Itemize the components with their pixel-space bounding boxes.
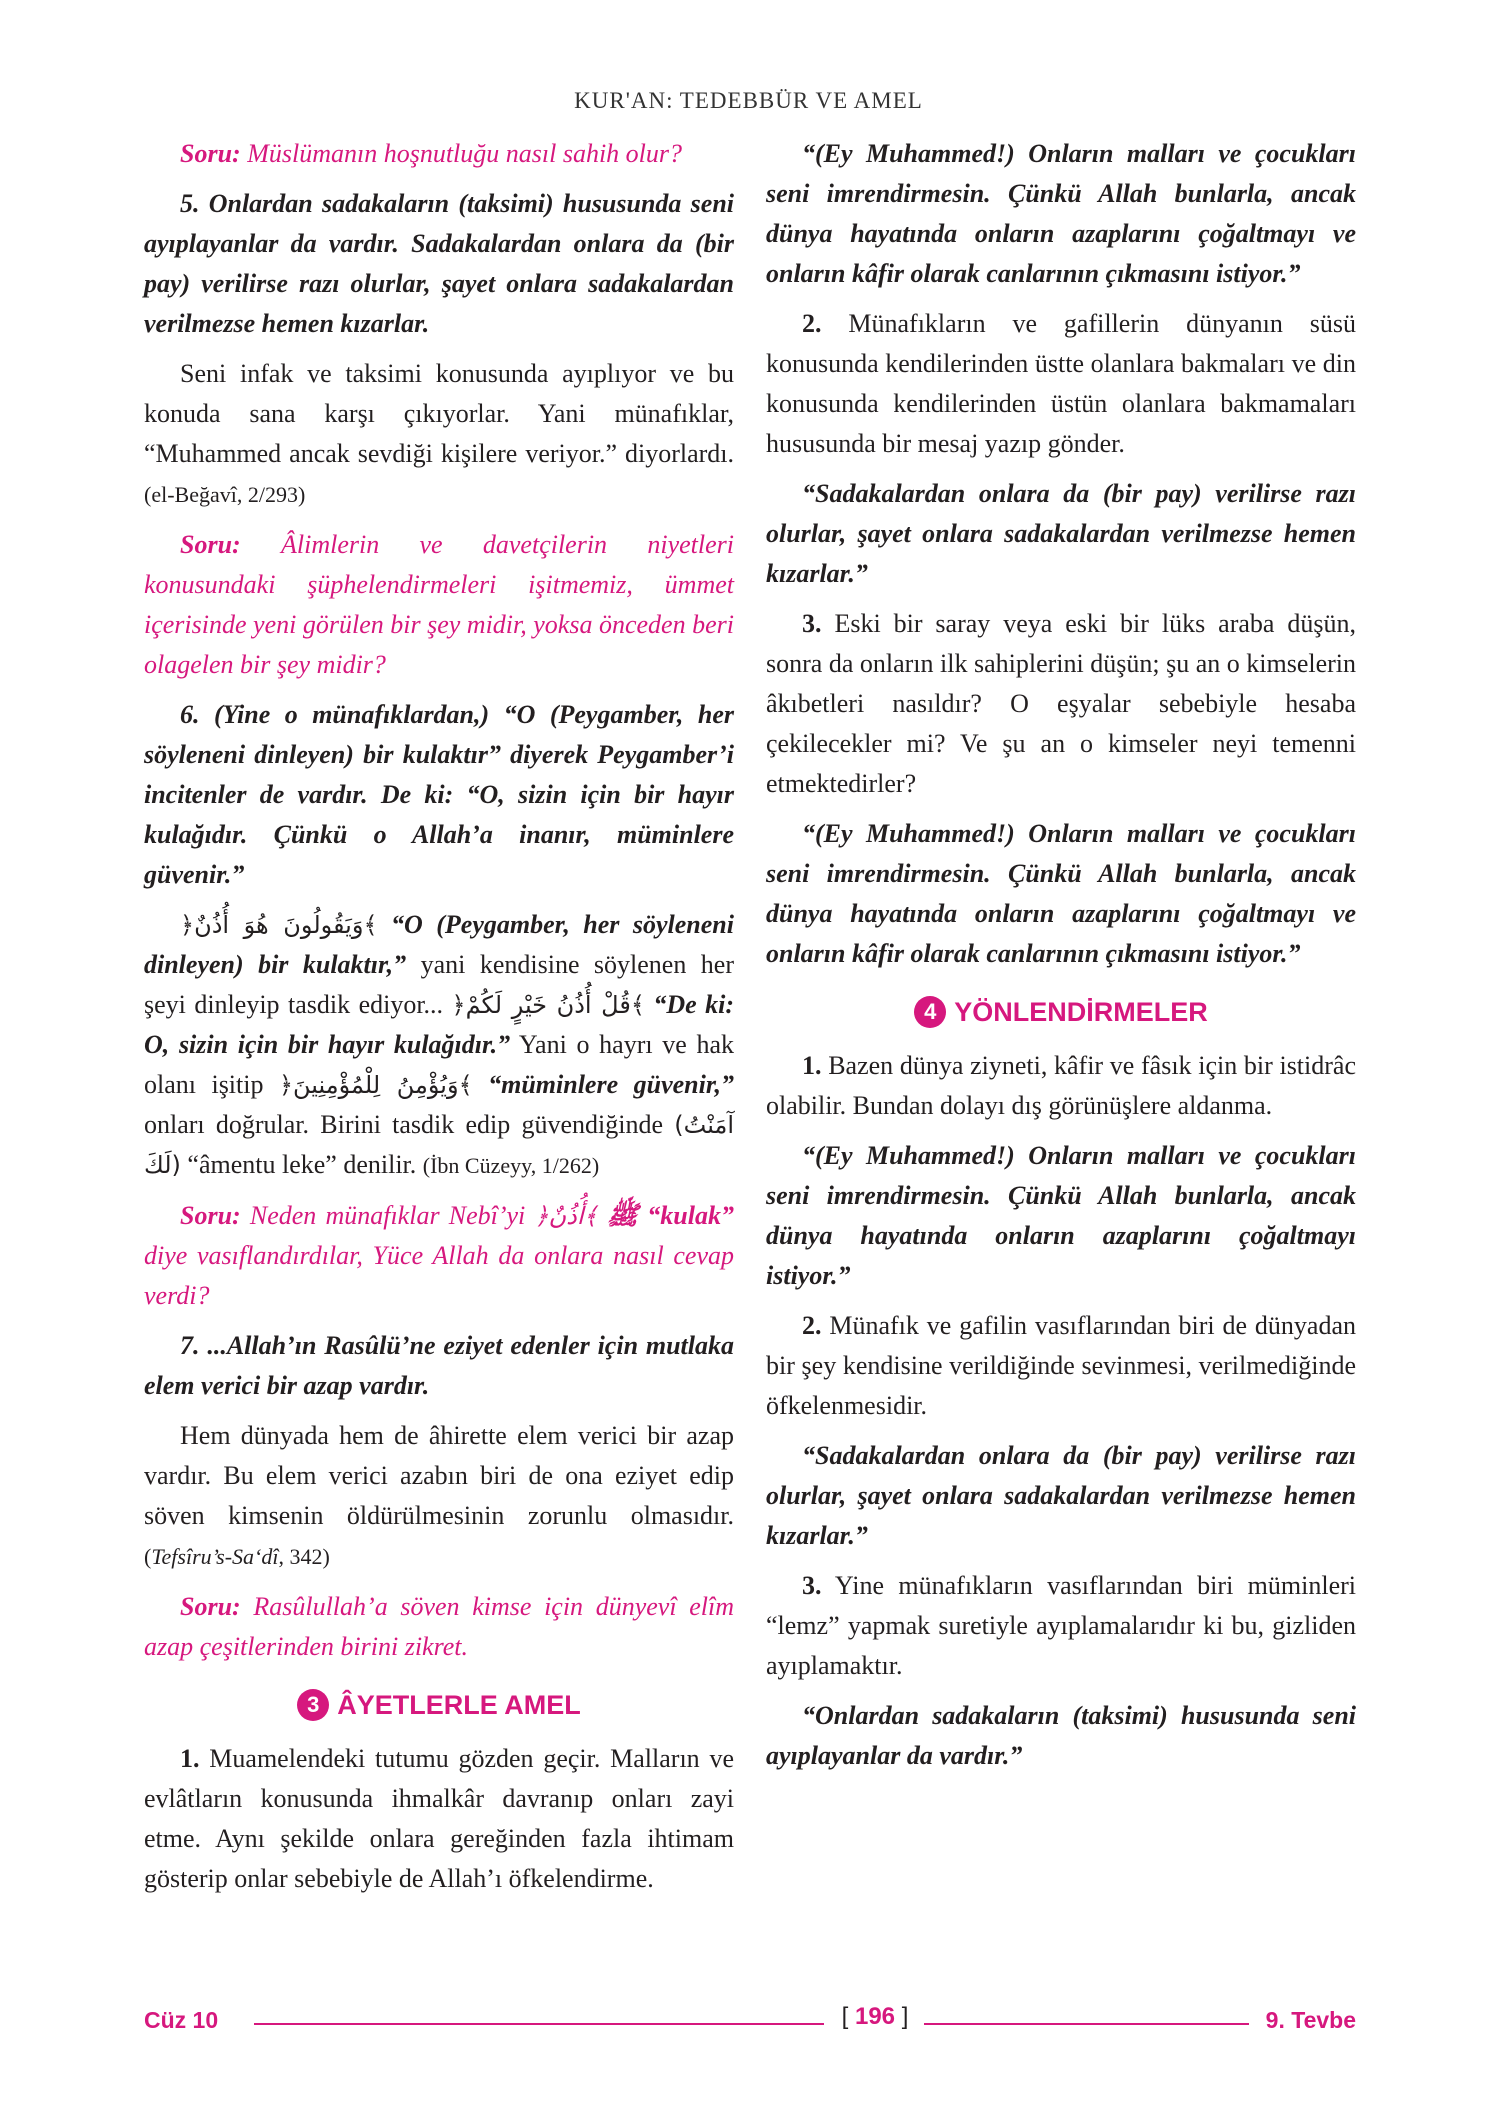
arabic-text: ﴿قُلْ أُذُنُ خَيْرٍ لَكُمْ﴾ — [451, 991, 645, 1019]
quoted-verse: “Onlardan sadakaların (taksimi) hususunda seni ayıplayanlar da vardır.” — [766, 1700, 1356, 1770]
question-label: Soru: — [180, 1592, 241, 1621]
quoted-verse: “(Ey Muhammed!) Onların malları ve çocukları seni imrendirmesin. Çünkü Allah bunlarla, ancak dünya hayatında onların azaplarını çoğaltmayı istiyor.” — [766, 1140, 1356, 1290]
paragraph: 3. Eski bir saray veya eski bir lüks araba düşün, sonra da onların ilk sahiplerini düşün; şu an o kimselerin âkıbetleri nasıldır? O eşyalar sebebiyle hesaba çekilecekler mi? Ve şu an o kimseler neyi temenni etmektedirler? — [766, 609, 1356, 798]
question-4: Soru: Rasûlullah’a söven kimse için dünyevî elîm azap çeşitlerinden birini zikret. — [144, 1592, 734, 1661]
question-1: Soru: Müslümanın hoşnutluğu nasıl sahih olur? — [180, 139, 683, 168]
question-2: Soru: Âlimlerin ve davetçilerin niyetleri konusundaki şüphelendirmeleri işitmemiz, ümmet içerisinde yeni görülen bir şey midir, yoksa önceden beri olagelen bir şey midir? — [144, 530, 734, 679]
paragraph-commentary: ﴿وَيَقُولُونَ هُوَ أُذُنٌ﴾ “O (Peygamber, her söyleneni dinleyen) bir kulaktır,” yani kendisine söylenen her şeyi dinleyip tasdik ediyor... ﴿قُلْ أُذُنُ خَيْرٍ لَكُمْ﴾ “De ki: O, sizin için bir hayır kulağıdır.” Yani o hayrı ve hak olanı işitip ﴿وَيُؤْمِنُ لِلْمُؤْمِنِينَ﴾ “müminlere güvenir,” onları doğrular. Birini tasdik edip güvendiğinde (آمَنْتُ لَكَ) “âmentu leke” denilir. (İbn Cüzeyy, 1/262) — [144, 910, 735, 1179]
source-citation: (el-Beğavî, 2/293) — [144, 482, 306, 507]
left-column — [144, 134, 734, 1909]
arabic-text: ﴿وَيَقُولُونَ هُوَ أُذُنٌ﴾ — [180, 911, 378, 939]
sura-label: 9. Tevbe — [1265, 2007, 1356, 2033]
paragraph: 3. Yine münafıkların vasıflarından biri müminleri “lemz” yapmak suretiyle ayıplamalarıdır ki bu, gizliden ayıplamaktır. — [766, 1570, 1356, 1680]
section-number-badge: 3 — [297, 1689, 329, 1721]
quoted-verse: “Sadakalardan onlara da (bir pay) verilirse razı olurlar, şayet onlara sadakalardan verilmezse hemen kızarlar.” — [766, 479, 1356, 588]
running-head: KUR'AN: TEDEBBÜR VE AMEL — [574, 88, 923, 113]
footer-rule-left — [254, 2023, 824, 2025]
question-3: Soru: Neden münafıklar Nebî’yi ﴿أُذُنٌ﴾ ﷺ “kulak” diye vasıflandırdılar, Yüce Allah da onlara nasıl cevap verdi? — [144, 1201, 734, 1310]
paragraph: Seni infak ve taksimi konusunda ayıplıyor ve bu konuda sana karşı çıkıyorlar. Yani münafıklar, “Muhammed ancak sevdiği kişilere veriyor.” diyorlardı. (el-Beğavî, 2/293) — [144, 359, 734, 507]
source-citation: (İbn Cüzeyy, 1/262) — [422, 1153, 600, 1178]
question-label: Soru: — [180, 530, 241, 559]
paragraph: 1. Muamelendeki tutumu gözden geçir. Malların ve evlâtların konusunda ihmalkâr davranıp onları zayi etme. Aynı şekilde onlara gereğinden fazla ihtimam gösterip onlar sebebiyle de Allah’ı öfkelendirme. — [144, 1743, 734, 1893]
section-number-badge: 4 — [914, 996, 946, 1028]
right-column — [766, 134, 1356, 1786]
section-title: YÖNLENDİRMELER — [954, 996, 1208, 1027]
quoted-verse: “Sadakalardan onlara da (bir pay) verilirse razı olurlar, şayet onlara sadakalardan verilmezse hemen kızarlar.” — [766, 1440, 1356, 1550]
quoted-verse: “(Ey Muhammed!) Onların malları ve çocukları seni imrendirmesin. Çünkü Allah bunlarla, ancak dünya hayatında onların azaplarını çoğaltmayı ve onların kâfir olarak canlarının çıkmasını istiyor.” — [766, 139, 1356, 288]
section-heading-4 — [766, 990, 1356, 1032]
question-label: Soru: — [180, 139, 241, 168]
quoted-verse: “(Ey Muhammed!) Onların malları ve çocukları seni imrendirmesin. Çünkü Allah bunlarla, ancak dünya hayatında onların azaplarını çoğaltmayı ve onların kâfir olarak canlarının çıkmasını istiyor.” — [766, 819, 1356, 968]
page-footer — [144, 2003, 1356, 2043]
arabic-text: ﴿وَيُؤْمِنُ لِلْمُؤْمِنِينَ﴾ — [278, 1071, 473, 1099]
paragraph: 2. Münafıkların ve gafillerin dünyanın süsü konusunda kendilerinden üstte olanlara bakmaları ve din konusunda kendilerinden üstün olanlara bakmamaları hususunda bir mesaj yazıp gönder. — [766, 309, 1356, 458]
verse-5: 5. Onlardan sadakaların (taksimi) hususunda seni ayıplayanlar da vardır. Sadakalardan onlara da (bir pay) verilirse razı olurlar, şayet onlara sadakalardan verilmezse hemen kızarlar. — [144, 189, 734, 338]
verse-6: 6. (Yine o münafıklardan,) “O (Peygamber, her söyleneni dinleyen) bir kulaktır” diyerek Peygamber’i incitenler de vardır. De ki: “O, sizin için bir hayır kulağıdır. Çünkü o Allah’a inanır, müminlere güvenir.” — [144, 700, 734, 889]
question-label: Soru: — [180, 1201, 241, 1230]
page-number: [ 196 ] — [841, 2003, 909, 2030]
juz-label: Cüz 10 — [144, 2007, 219, 2033]
arabic-text: (آمَنْتُ لَكَ) — [144, 1111, 734, 1179]
verse-7: 7. ...Allah’ın Rasûlü’ne eziyet edenler için mutlaka elem verici bir azap vardır. — [144, 1331, 734, 1400]
section-title: ÂYETLERLE AMEL — [337, 1689, 581, 1720]
paragraph: 2. Münafık ve gafilin vasıflarından biri de dünyadan bir şey kendisine verildiğinde sevinmesi, verilmediğinde öfkelenmesidir. — [766, 1310, 1356, 1420]
footer-rule-right — [924, 2023, 1249, 2025]
source-citation: (Tefsîru’s-Sa‘dî, 342) — [144, 1544, 330, 1569]
arabic-text: ﴿أُذُنٌ﴾ — [534, 1202, 598, 1230]
paragraph: Hem dünyada hem de âhirette elem verici bir azap vardır. Bu elem verici azabın biri de ona eziyet edip söven kimsenin öldürülmesinin zorunlu olmasıdır. (Tefsîru’s-Sa‘dî, 342) — [144, 1421, 734, 1569]
paragraph: 1. Bazen dünya ziyneti, kâfir ve fâsık için bir istidrâc olabilir. Bundan dolayı dış görünüşlere aldanma. — [766, 1050, 1356, 1120]
section-heading-3 — [144, 1683, 734, 1725]
